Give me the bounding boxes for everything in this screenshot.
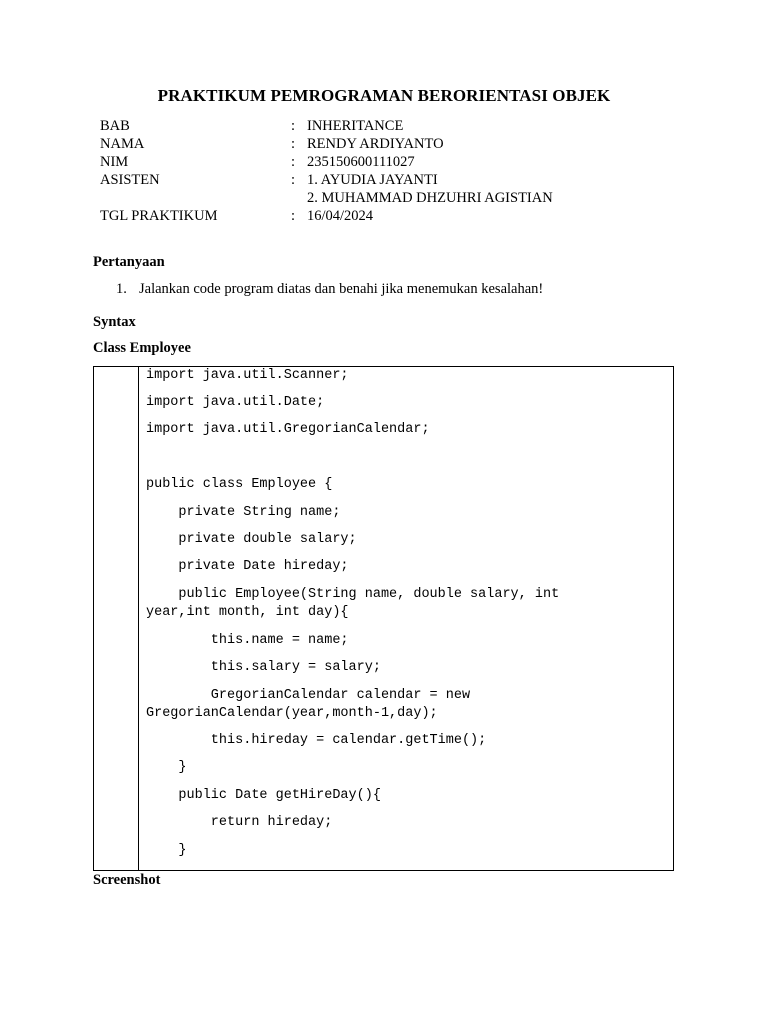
code-line: import java.util.GregorianCalendar; [146,422,430,437]
code-line: private double salary; [146,532,357,547]
info-value: RENDY ARDIYANTO [307,136,444,152]
code-line: private Date hireday; [146,559,349,574]
info-key: NAMA [100,136,145,152]
code-line: public Employee(String name, double salary, int [146,587,560,602]
info-row-nama [0,136,768,154]
info-colon: : [291,136,296,152]
line-number-column [94,367,139,870]
code-table [93,366,674,871]
info-row-bab [0,118,768,136]
code-line: import java.util.Date; [146,395,325,410]
question-number: 1. [116,281,127,297]
code-line: return hireday; [146,815,333,830]
info-key: ASISTEN [100,172,160,188]
info-value: 235150600111027 [307,154,415,170]
info-row-tgl-praktikum [0,208,768,226]
code-line: GregorianCalendar(year,month-1,day); [146,706,438,721]
code-line: this.hireday = calendar.getTime(); [146,733,487,748]
question-text: Jalankan code program diatas dan benahi jika menemukan kesalahan! [139,281,544,297]
info-row-asisten-2 [0,190,768,208]
code-line: } [146,760,187,775]
code-line: this.salary = salary; [146,660,381,675]
info-key: BAB [100,118,130,134]
code-line: import java.util.Scanner; [146,368,349,383]
info-value: 1. AYUDIA JAYANTI [307,172,438,188]
document-title: PRAKTIKUM PEMROGRAMAN BERORIENTASI OBJEK [157,86,611,105]
info-key: TGL PRAKTIKUM [100,208,218,224]
info-colon: : [291,118,296,134]
code-line: public Date getHireDay(){ [146,788,381,803]
info-colon: : [291,172,296,188]
code-line: private String name; [146,505,341,520]
code-line: this.name = name; [146,633,349,648]
info-value: 16/04/2024 [307,208,374,224]
screenshot-heading: Screenshot [93,872,161,888]
info-row-nim [0,154,768,172]
pertanyaan-heading: Pertanyaan [93,254,165,270]
info-row-asisten [0,172,768,190]
code-line: GregorianCalendar calendar = new [146,688,471,703]
code-line: year,int month, int day){ [146,605,349,620]
info-colon: : [291,208,296,224]
info-value: 2. MUHAMMAD DHZUHRI AGISTIAN [307,190,553,206]
info-key: NIM [100,154,129,170]
class-heading: Class Employee [93,340,191,356]
info-colon: : [291,154,296,170]
info-value: INHERITANCE [307,118,404,134]
code-line: } [146,843,187,858]
syntax-heading: Syntax [93,314,136,330]
code-line: public class Employee { [146,477,333,492]
